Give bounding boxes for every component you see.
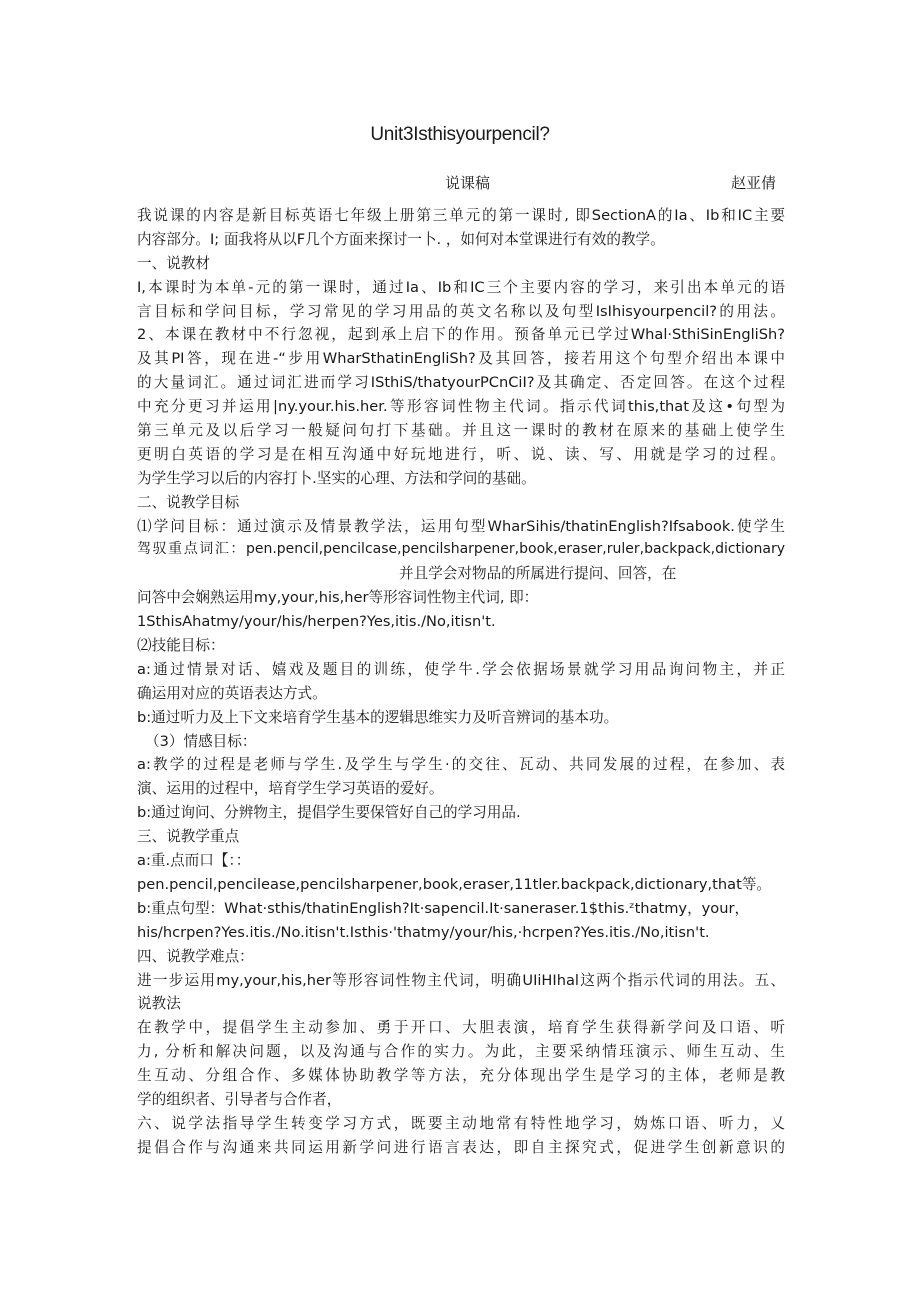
body-line: 生互动、分组合作、多媒体协助教学等方法，充分体现出学生是学习的主体，老师是教 bbox=[137, 1067, 785, 1085]
body-line: 演、运用的过程中，培育学生学习英语的爱好。 bbox=[137, 780, 444, 798]
body-line: ⑴学问目标：通过演示及情景教学法，运用句型WharSihis/thatinEnglish?Ifsabook.使学生 bbox=[137, 517, 785, 535]
body-line: I,本课时为本单-元的第一课时，通过Ia、Ib和IC三个主要内容的学习，来引出本单元的语 bbox=[137, 278, 785, 296]
body-line: 中充分更习并运用|ny.your.his.her.等形容词性物主代词。指示代词this,that及这•句型为 bbox=[137, 398, 785, 416]
body-line: 六、说学法指导学生转变学习方式，既要主动地常有特性地学习，妫炼口语、听力，乂 bbox=[137, 1114, 785, 1132]
section-heading: 四、说教学难点： bbox=[137, 947, 254, 965]
body-line: 问答中会娴熟运用my,your,his,her等形容词性物主代词, 即： bbox=[137, 589, 539, 607]
body-line: b:通过听力及上下文来培育学生基本的逻辑思维实力及听音辨词的基本功。 bbox=[137, 708, 619, 726]
document-title: Unit3Isthisyourpencil? bbox=[370, 124, 550, 145]
document-type: 说课稿 bbox=[445, 174, 491, 192]
body-line: 确运用对应的英语表达方式。 bbox=[137, 684, 327, 702]
body-line: a:重.点而口【：： bbox=[137, 852, 251, 870]
body-line: 在教学中，提倡学生主动参加、勇于开口、大胆表演，培育学生获得新学问及口语、听 bbox=[137, 1019, 785, 1037]
section-heading: 二、说教学目标 bbox=[137, 493, 240, 511]
subsection-heading: （3）情感目标： bbox=[145, 732, 257, 750]
author-name: 赵亚倩 bbox=[731, 174, 777, 192]
body-line: 2、本课在教材中不行忽视，起到承上启下的作用。预备单元已学过Whal·SthiSinEngliSh? bbox=[137, 326, 785, 344]
body-line: 言目标和学问目标，学习常见的学习用品的英文名称以及句型IsIhisyourpencil?的用法。 bbox=[137, 302, 785, 320]
body-line: 第三单元及以后学习一般疑问句打下基础。并且这一课时的教材在原来的基础上使学生 bbox=[137, 422, 785, 440]
body-line: 的大量词汇。通过词汇进而学习ISthiS/thatyourPCnCiI?及其确定、否定回答。在这个过程 bbox=[137, 374, 785, 392]
body-line: a:通过情景对话、嬉戏及题目的训练，使学牛.学会依据场景就学习用品询问物主，并正 bbox=[137, 660, 785, 678]
body-line: 我说课的内容是新目标英语七年级上册第三单元的第一课时, 即SectionA的Ia、Ib和IC主要 bbox=[137, 207, 785, 224]
body-line: 为学生学习以后的内容打卜.坚实的心理、方法和学问的基础。 bbox=[137, 469, 536, 487]
body-line: b:重点句型：What·sthis/thatinEnglish?It·sapencil.It·saneraser.1$this.ᶻthatmy，your， bbox=[137, 899, 750, 917]
body-line: 学的组织者、引导者与合作者， bbox=[137, 1090, 342, 1108]
body-line: 1SthisAhatmy/your/his/herpen?Yes,itis./No,itisn't. bbox=[137, 613, 496, 631]
body-line: 更明白英语的学习是在相互沟通中好玩地进行，听、说、读、写、用就是学习的过程。 bbox=[137, 445, 785, 463]
subsection-heading: ⑵技能目标： bbox=[137, 637, 225, 655]
section-heading: 三、说教学重点 bbox=[137, 828, 240, 846]
body-line: 并且学会对物品的所属进行提问、回答，在 bbox=[399, 565, 677, 583]
body-line: 进一步运用my,your,his,her等形容词性物主代词，明确UIiHIhal这两个指示代词的用法。五、 bbox=[137, 971, 785, 989]
body-line: 驾驭重点词汇：pen.pencil,pencilcase,pencilsharpener,book,eraser,ruler,backpack,dictionary bbox=[137, 541, 785, 558]
body-line: 提倡合作与沟通来共同运用新学问进行语言表达，即自主探究式，促进学生创新意识的 bbox=[137, 1138, 785, 1156]
body-line: 内容部分。I; 面我将从以F几个方面来探讨一卜. ，如何对本堂课进行有效的教学。 bbox=[137, 230, 665, 248]
body-line: a:教学的过程是老师与学生.及学生与学生·的交往、瓦动、共同发展的过程，在参加、表 bbox=[137, 756, 785, 774]
body-line: pen.pencil,pencilease,pencilsharpener,book,eraser,11tler.backpack,dictionary,that等。 bbox=[137, 875, 772, 893]
body-line: 及其PI答，现在进-“步用WharSthatinEngliSh?及其回答，接若用这个句型介绍出本课中 bbox=[137, 350, 785, 368]
section-heading: 说教法 bbox=[137, 995, 181, 1013]
body-text bbox=[137, 204, 785, 1160]
section-heading: 一、说教材 bbox=[137, 254, 210, 272]
body-line: b:通过询问、分辨物主，提倡学生要保管好自己的学习用品. bbox=[137, 804, 521, 822]
body-line: his/hcrpen?Yes.itis./No.itisn't.Isthis·'thatmy/your/his,·hcrpen?Yes.itis./No,itisn't. bbox=[137, 923, 710, 941]
body-line: 力, 分析和解决问题，以及沟通与合作的实力。为此，主要采纳情珏演示、师生互动、生 bbox=[137, 1043, 785, 1061]
